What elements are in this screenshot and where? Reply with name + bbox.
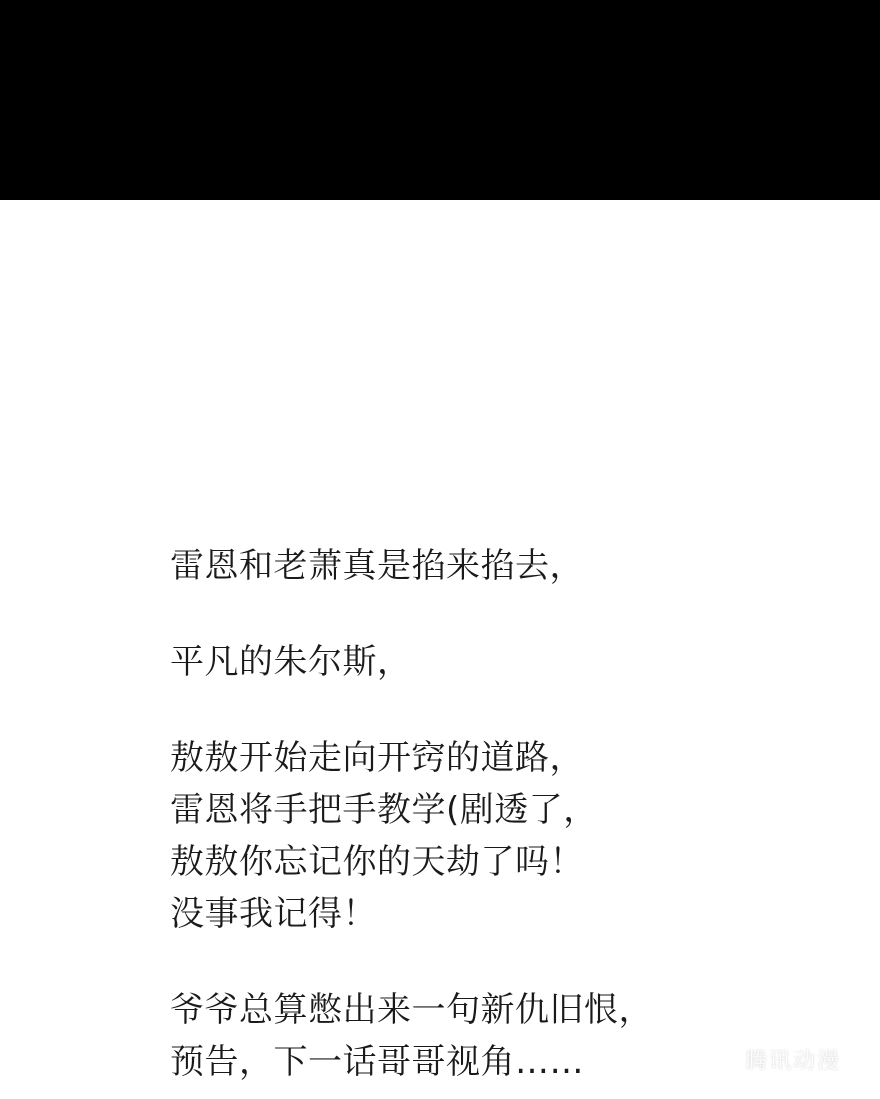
paragraph <box>170 636 830 688</box>
paragraph <box>170 540 830 592</box>
text-line: 敖敖开始走向开窍的道路， <box>170 738 584 778</box>
text-line: 预告，下一话哥哥视角…… <box>170 1042 584 1082</box>
text-line: 没事我记得！ <box>170 894 377 934</box>
text-line: 平凡的朱尔斯， <box>170 642 412 682</box>
black-panel-band <box>0 0 880 200</box>
afterword-text-block <box>170 540 830 1088</box>
text-line: 雷恩和老萧真是掐来掐去， <box>170 546 584 586</box>
watermark-logo: 腾讯动漫 <box>744 1048 841 1074</box>
text-line: 爷爷总算憋出来一句新仇旧恨， <box>170 990 653 1030</box>
text-line: 雷恩将手把手教学(剧透了， <box>170 790 598 830</box>
paragraph <box>170 732 830 940</box>
text-line: 敖敖你忘记你的天劫了吗！ <box>170 842 584 882</box>
